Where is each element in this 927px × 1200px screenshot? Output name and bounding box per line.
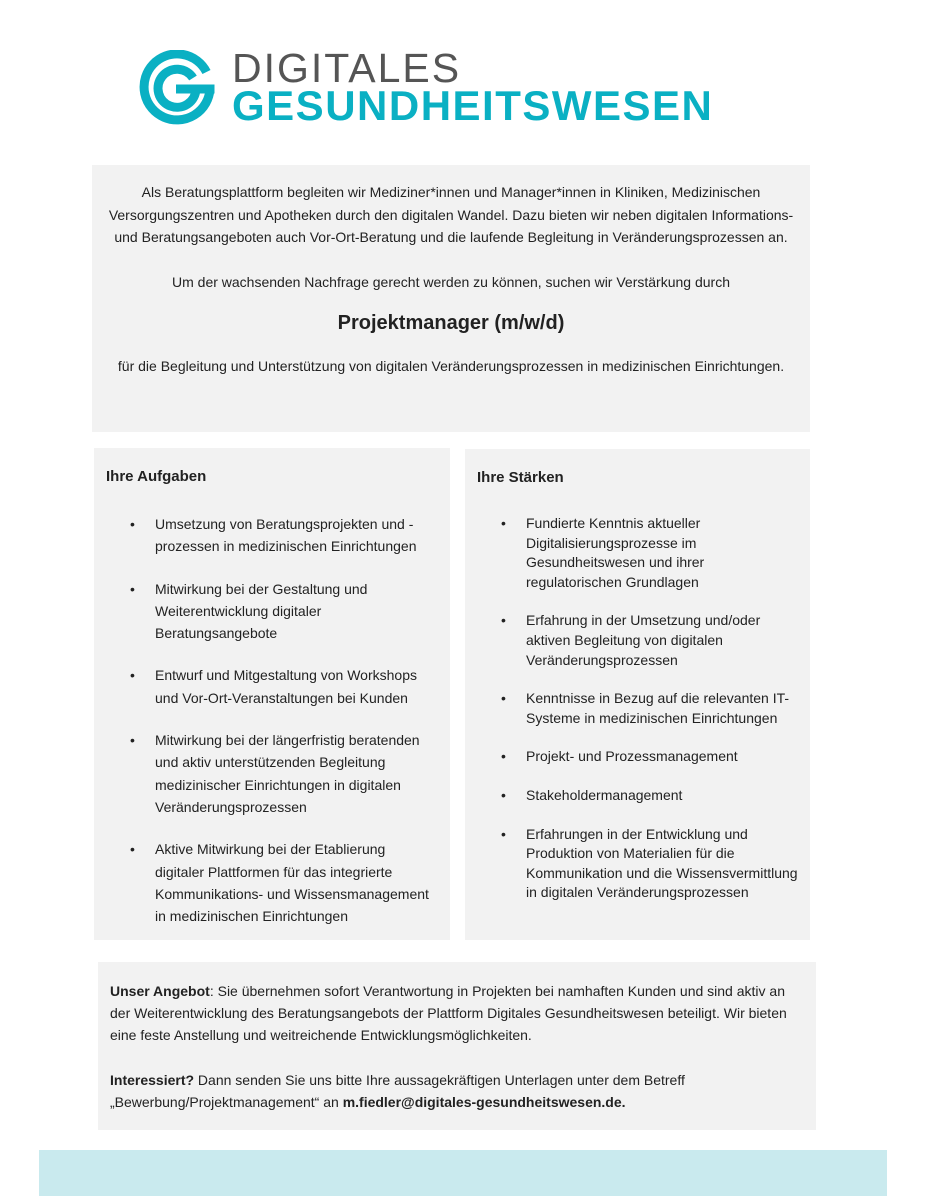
list-item-text: Erfahrung in der Umsetzung und/oder aktiven Begleitung von digitalen Veränderungsprozessen [526, 612, 761, 668]
list-item-text: Kenntnisse in Bezug auf die relevanten IT-Systeme in medizinischen Einrichtungen [526, 690, 790, 726]
list-item [106, 513, 438, 558]
bullet-icon: • [501, 825, 506, 842]
staerken-list [477, 514, 798, 903]
intro-purpose-text: für die Begleitung und Unterstützung von digitalen Veränderungsprozessen in medizinischen Einrichtungen. [117, 358, 785, 374]
offer-paragraph [110, 980, 804, 1046]
g-circle-icon [138, 50, 216, 128]
offer-label: Unser Angebot [110, 983, 210, 999]
list-item [477, 611, 798, 670]
intro-box [92, 165, 810, 432]
list-item [477, 786, 798, 806]
list-item [106, 838, 438, 927]
bullet-icon: • [130, 580, 135, 597]
staerken-box [465, 449, 810, 940]
bullet-icon: • [501, 690, 506, 707]
bullet-icon: • [130, 667, 135, 684]
intro-paragraph: Als Beratungsplattform begleiten wir Mediziner*innen und Manager*innen in Kliniken, Medizinischen Versorgungszentren und Apotheken durch den digitalen Wandel. Dazu bieten wir neben digitalen Informations- und Beratungsangeboten auch Vor-Ort-Beratung und die laufende Begleitung in Veränderungsprozessen an. [108, 184, 794, 245]
bullet-icon: • [501, 612, 506, 629]
footer-bar [39, 1150, 887, 1196]
interest-label: Interessiert? [110, 1072, 195, 1088]
list-item [477, 514, 798, 592]
aufgaben-list [106, 513, 438, 927]
interest-paragraph [110, 1069, 804, 1113]
bullet-icon: • [501, 748, 506, 765]
list-item-text: Projekt- und Prozessmanagement [526, 748, 738, 765]
staerken-heading: Ihre Stärken [477, 469, 564, 486]
list-item-text: Stakeholdermanagement [526, 786, 683, 803]
intro-demand-text: Um der wachsenden Nachfrage gerecht werden zu können, suchen wir Verstärkung durch [172, 273, 730, 290]
list-item [106, 578, 438, 645]
aufgaben-box [94, 448, 450, 940]
aufgaben-heading: Ihre Aufgaben [106, 468, 207, 485]
bullet-icon: • [130, 732, 135, 749]
list-item-text: Mitwirkung bei der längerfristig beratenden und aktiv unterstützenden Begleitung medizinischer Einrichtungen in digitalen Veränderungsprozessen [155, 732, 420, 815]
bullet-icon: • [501, 786, 506, 803]
logo [138, 46, 718, 130]
list-item-text: Aktive Mitwirkung bei der Etablierung digitaler Plattformen für das integrierte Kommunikations- und Wissensmanagement in medizinischen Einrichtungen [155, 841, 429, 925]
offer-text: : Sie übernehmen sofort Verantwortung in Projekten bei namhaften Kunden und sind aktiv an der Weiterentwicklung des Beratungsangebots der Plattform Digitales Gesundheitswesen beteiligt. Wir bieten eine feste Anstellung und weitreichende Entwicklungsmöglichkeiten. [110, 983, 787, 1043]
list-item [106, 729, 438, 818]
offer-box [98, 962, 816, 1130]
list-item-text: Umsetzung von Beratungsprojekten und -prozessen in medizinischen Einrichtungen [155, 516, 417, 555]
list-item-text: Fundierte Kenntnis aktueller Digitalisierungsprozesse im Gesundheitswesen und ihrer regulatorischen Grundlagen [526, 515, 705, 590]
list-item-text: Entwurf und Mitgestaltung von Workshops und Vor-Ort-Veranstaltungen bei Kunden [155, 667, 417, 706]
bullet-icon: • [501, 515, 506, 531]
list-item [477, 689, 798, 728]
list-item [477, 825, 798, 903]
contact-email: m.fiedler@digitales-gesundheitswesen.de. [342, 1094, 626, 1110]
bullet-icon: • [130, 516, 135, 532]
bullet-icon: • [130, 841, 135, 858]
job-title: Projektmanager (m/w/d) [337, 312, 565, 334]
list-item [106, 664, 438, 709]
list-item-text: Mitwirkung bei der Gestaltung und Weiterentwicklung digitaler Beratungsangebote [155, 580, 368, 642]
list-item-text: Erfahrungen in der Entwicklung und Produktion von Materialien für die Kommunikation und die Wissensvermittlung in digitalen Veränderungsprozessen [526, 825, 798, 901]
logo-text-gesundheitswesen: GESUNDHEITSWESEN [232, 82, 714, 129]
interest-text: Dann senden Sie uns bitte Ihre aussagekräftigen Unterlagen unter dem Betreff „Bewerbung/Projektmanagement“ an [110, 1072, 685, 1110]
logo-text-digitales: DIGITALES [232, 45, 462, 91]
list-item [477, 747, 798, 767]
